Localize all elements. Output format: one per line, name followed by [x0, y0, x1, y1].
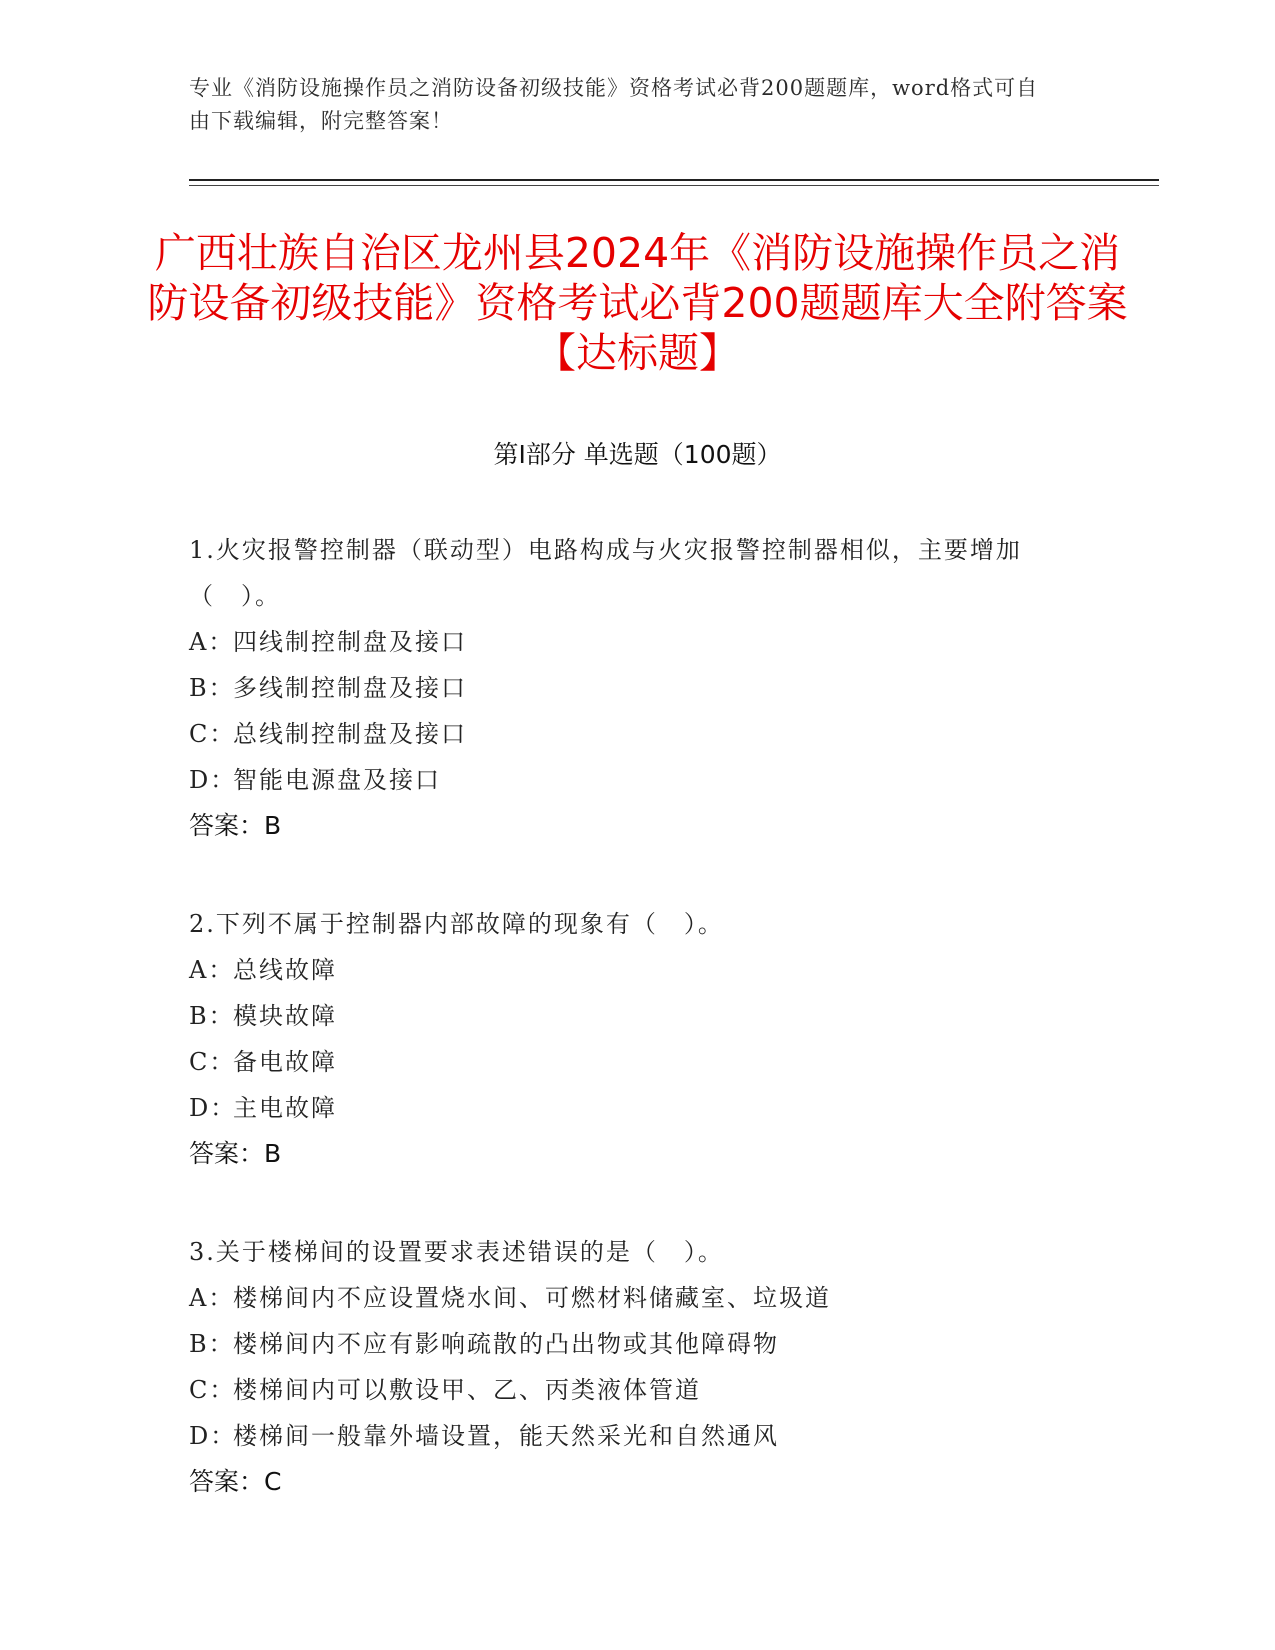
option-a: [189, 619, 1079, 665]
question-text: 3.关于楼梯间的设置要求表述错误的是（ ）。: [189, 1238, 724, 1266]
option-key: A：: [189, 1284, 235, 1312]
option-text: 楼梯间一般靠外墙设置，能天然采光和自然通风: [233, 1422, 779, 1450]
header-divider-thin: [189, 185, 1159, 186]
option-d: [189, 757, 1079, 803]
question-item: [189, 1229, 1079, 1505]
option-text: 总线故障: [233, 956, 337, 984]
option-c: [189, 711, 1079, 757]
option-text: 备电故障: [233, 1048, 337, 1076]
option-key: B：: [189, 1330, 235, 1358]
document-title: 广西壮族自治区龙州县2024年《消防设施操作员之消防设备初级技能》资格考试必背200题题库大全附答案【达标题】: [147, 229, 1128, 377]
answer-line: 答案：C: [189, 1467, 282, 1496]
header-note: 专业《消防设施操作员之消防设备初级技能》资格考试必背200题题库，word格式可自由下载编辑，附完整答案！: [189, 76, 1039, 133]
answer-line: 答案：B: [189, 811, 282, 840]
option-text: 楼梯间内可以敷设甲、乙、丙类液体管道: [233, 1376, 701, 1404]
option-key: A：: [189, 956, 235, 984]
option-a: [189, 947, 1079, 993]
option-c: [189, 1039, 1079, 1085]
option-b: [189, 1321, 1079, 1367]
option-key: C：: [189, 1376, 236, 1404]
option-text: 总线制控制盘及接口: [233, 720, 467, 748]
option-c: [189, 1367, 1079, 1413]
question-item: [189, 901, 1079, 1177]
option-b: [189, 665, 1079, 711]
question-text: 2.下列不属于控制器内部故障的现象有（ ）。: [189, 910, 724, 938]
option-key: B：: [189, 674, 235, 702]
option-key: D：: [189, 1422, 237, 1450]
option-text: 楼梯间内不应有影响疏散的凸出物或其他障碍物: [233, 1330, 779, 1358]
option-key: A：: [189, 628, 235, 656]
header-divider-thick: [189, 179, 1159, 181]
answer-line: 答案：B: [189, 1139, 282, 1168]
option-key: B：: [189, 1002, 235, 1030]
option-a: [189, 1275, 1079, 1321]
option-key: C：: [189, 1048, 236, 1076]
option-key: C：: [189, 720, 236, 748]
option-key: D：: [189, 766, 237, 794]
option-text: 模块故障: [233, 1002, 337, 1030]
option-key: D：: [189, 1094, 237, 1122]
option-text: 多线制控制盘及接口: [233, 674, 467, 702]
option-text: 楼梯间内不应设置烧水间、可燃材料储藏室、垃圾道: [233, 1284, 831, 1312]
option-text: 四线制控制盘及接口: [233, 628, 467, 656]
question-item: [189, 527, 1079, 849]
option-text: 智能电源盘及接口: [233, 766, 441, 794]
option-d: [189, 1413, 1079, 1459]
section-title: 第Ⅰ部分 单选题（100题）: [493, 440, 782, 469]
option-d: [189, 1085, 1079, 1131]
option-text: 主电故障: [233, 1094, 337, 1122]
question-list: [189, 527, 1079, 1557]
question-text: 1.火灾报警控制器（联动型）电路构成与火灾报警控制器相似，主要增加（ ）。: [189, 536, 1022, 610]
option-b: [189, 993, 1079, 1039]
